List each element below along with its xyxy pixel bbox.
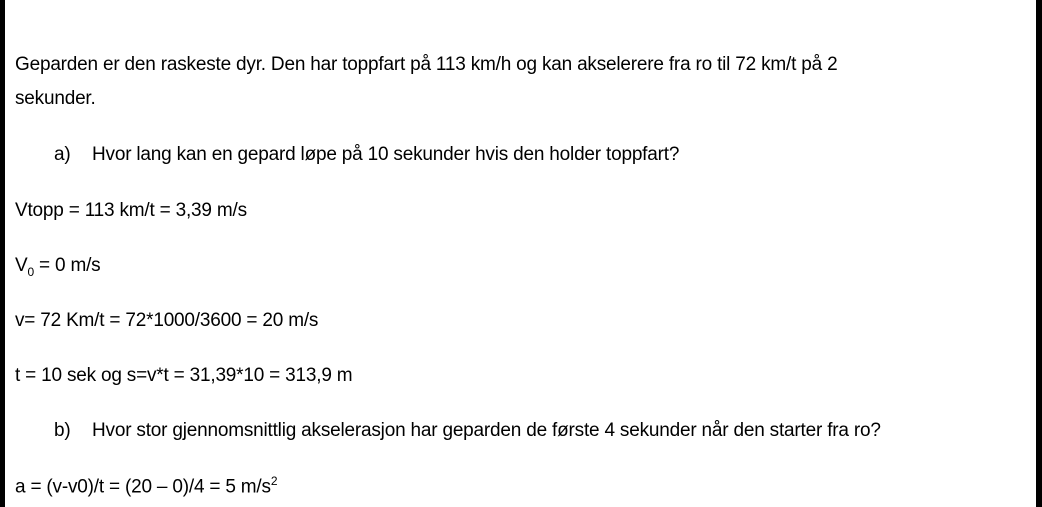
question-b-text: Hvor stor gjennomsnittlig akselerasjon har geparden de første 4 sekunder når den starter fra ro? — [92, 420, 881, 441]
answer-t-s: t = 10 sek og s=v*t = 31,39*10 = 313,9 m — [15, 365, 353, 386]
intro-line-2: sekunder. — [15, 88, 96, 109]
v0-value: = 0 m/s — [33, 255, 101, 276]
answer-a-exponent: 2 — [270, 474, 278, 488]
answer-v: v= 72 Km/t = 72*1000/3600 = 20 m/s — [15, 310, 319, 331]
v0-subscript: 0 — [27, 264, 34, 279]
question-a — [54, 144, 679, 166]
question-b — [54, 420, 881, 442]
v0-symbol: V — [15, 255, 28, 276]
question-a-label: a) — [54, 144, 71, 165]
question-b-label: b) — [54, 420, 71, 441]
answer-a — [15, 474, 277, 498]
intro-line-1: Geparden er den raskeste dyr. Den har toppfart på 113 km/h og kan akselerere fra ro til 72 km/t på 2 — [15, 54, 838, 75]
answer-v0 — [15, 255, 100, 279]
question-a-text: Hvor lang kan en gepard løpe på 10 sekunder hvis den holder toppfart? — [92, 144, 680, 165]
answer-a-main: a = (v-v0)/t = (20 – 0)/4 = 5 m/s — [15, 476, 271, 498]
answer-vtopp: Vtopp = 113 km/t = 3,39 m/s — [15, 200, 247, 221]
